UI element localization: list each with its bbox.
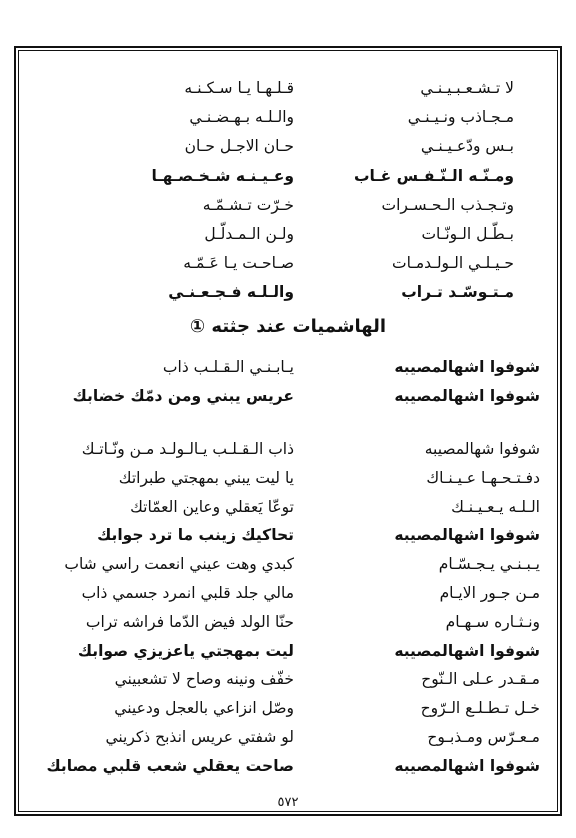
verse-left: شوفوا اشهالمصيبه <box>394 387 540 405</box>
verse-right: يـابـنـي الـقـلـب ذاب <box>162 358 294 376</box>
verse-right: حـان الاجـل حـان <box>184 137 294 156</box>
verse-left: لا تـشـعـبـيـنـي <box>420 79 514 97</box>
verse-right: كبدي وهت عيني انعمت راسي شاب <box>64 555 294 574</box>
verse-left: خـل تـطـلـع الـرّوح <box>420 699 540 718</box>
verse-right: صاحت يعقلي شعب قلبي مصابك <box>46 756 294 775</box>
verse-right: مالي جلد قلبي انمرد جسمي ذاب <box>81 584 294 602</box>
verse-right: تحاكيك زينب ما ترد جوابك <box>97 526 294 545</box>
verse-right: حنّا الولد فيض الدّما فراشه تراب <box>85 612 294 631</box>
verse-left: ونـثـاره سـهـام <box>445 612 540 631</box>
verse-left: شوفوا اشهالمصيبه <box>394 756 540 775</box>
verse-right: وعـيـنـه شـخـصـهـا <box>151 166 294 185</box>
verse-left: مـجـاذب ونـيـنـي <box>407 108 514 127</box>
verse-left: مـقـدر عـلى الـنّوح <box>421 670 540 689</box>
verse-left: حـيـلـي الـولـدمـات <box>392 254 514 273</box>
verse-left: مـن جـور الايـام <box>439 584 540 602</box>
verse-right: وصّل انزاعي بالعجل ودعيني <box>114 699 294 718</box>
verse-left: دفـتـحـهـا عـيـنـاك <box>426 468 540 487</box>
verse-right: خـرّت تـشـمّـه <box>202 195 294 214</box>
verse-left: شوفوا شهالمصيبه <box>424 440 540 458</box>
verse-left: مـعـرّس ومـذبـوح <box>427 728 540 746</box>
verse-right: والـلـه بـهـضـنـي <box>189 108 294 127</box>
verse-right: خفّف ونينه وصاح لا تشعبيني <box>114 670 294 689</box>
verse-left: بـطّـل الـونّـات <box>421 225 514 243</box>
verse-left: بـس ودّعـيـنـي <box>420 137 514 156</box>
verse-left: شوفوا اشهالمصيبه <box>394 358 540 376</box>
page-number: ٥٧٢ <box>277 795 299 810</box>
verse-left: مـتـوسّـد تـراب <box>401 283 514 302</box>
verse-left: شوفوا اشهالمصيبه <box>394 526 540 545</box>
verse-left: وتـجـذب الـحـسـرات <box>381 195 514 214</box>
verse-right: ذاب الـقـلـب يـالـولـد مـن ونّـاتـك <box>81 440 294 458</box>
section-heading: الهاشميات عند جثته ① <box>189 316 387 337</box>
verse-right: صـاحـت يـا عَـمّـه <box>183 254 294 273</box>
verse-left: شوفوا اشهالمصيبه <box>394 641 540 660</box>
verse-right: والـلـه فـجـعـنـي <box>168 283 294 302</box>
verse-right: لو شفتي عريس انذبح ذكريني <box>105 728 294 746</box>
verse-left: ومـنّـه الـنّـفـس غـاب <box>353 166 514 185</box>
verse-right: عريس يبني ومن دمّك خضابك <box>72 387 294 405</box>
verse-right: يا ليت يبني بمهجتي طبراتك <box>118 468 294 487</box>
verse-right: توعّا يَعقلي وعاين العمّاتك <box>130 497 294 516</box>
verse-right: ولـن الـمـدلّـل <box>204 225 294 243</box>
verse-left: يـبـنـي يـجـسّـام <box>438 555 540 574</box>
verse-right: قـلـهـا يـا سـكـنـه <box>184 79 294 97</box>
verse-right: ليت بمهجتي ياعزيزي صوابك <box>77 641 294 660</box>
verse-left: الـلـه يـعـيـنـك <box>451 497 540 516</box>
